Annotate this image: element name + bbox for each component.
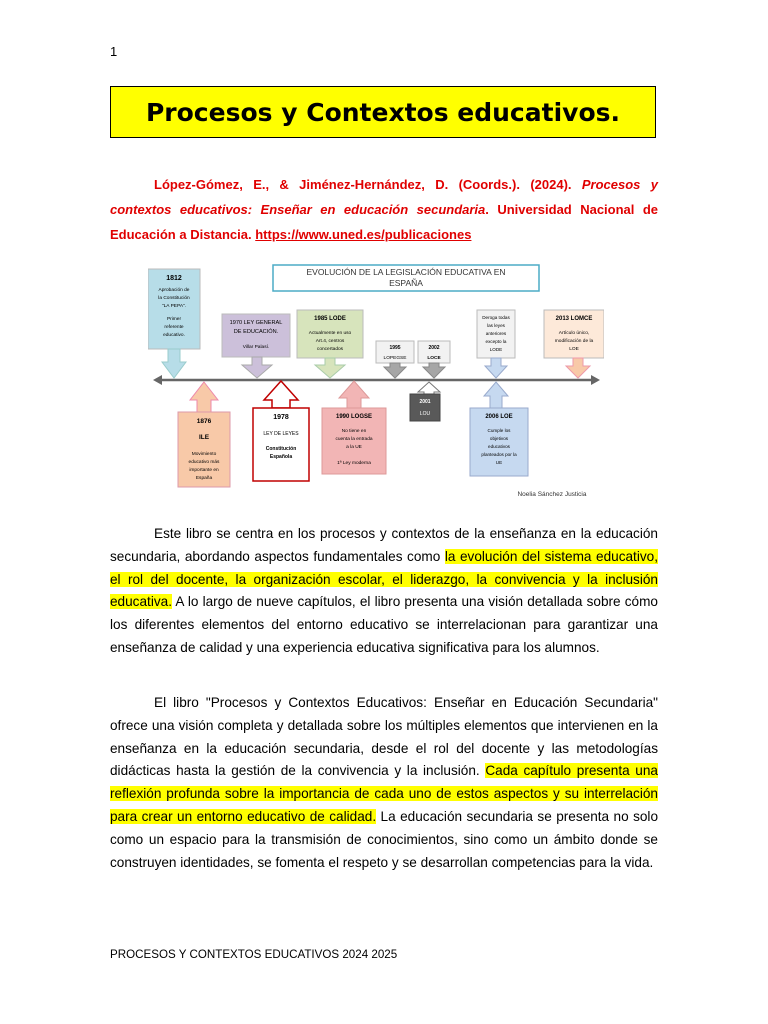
item-2006-line8: educativos [488, 444, 510, 449]
item-2006-line1: las leyes [487, 323, 505, 328]
citation [110, 172, 658, 247]
item-1812-line6: educativo. [163, 333, 185, 338]
legislation-timeline [148, 262, 604, 502]
paragraph-1-highlight: la evolución del sistema educativo, el rol del docente, la organización escolar, el liderazgo, la convivencia y la inclusión educativa. [110, 548, 658, 610]
item-2006-line0: Deroga todas [482, 315, 510, 320]
paragraph-1 [110, 523, 658, 660]
item-2013-line0: 2013 LOMCE [555, 316, 593, 322]
item-1970-line0: 1970 LEY GENERAL [229, 320, 283, 326]
item-1970-line1: DE EDUCACIÓN. [233, 329, 279, 335]
item-1985-line2: Art.4, centros [315, 339, 345, 344]
timeline-title-line1: EVOLUCIÓN DE LA LEGISLACIÓN EDUCATIVA EN [306, 267, 506, 277]
item-1995-line0: 1995 [389, 345, 401, 351]
item-2006-line3: excepto la [485, 339, 507, 344]
timeline-item-2013 [544, 310, 604, 378]
item-1985-line1: Actualmente en uso [308, 331, 352, 336]
paragraph-2 [110, 692, 658, 874]
item-2002-line0: 2002 [428, 345, 440, 351]
timeline-axis-arrow-left [153, 375, 162, 385]
paragraph-2-highlight: Cada capítulo presenta una reflexión profunda sobre la importancia de cada uno de estos aspectos y su interrelación para crear un entorno educativo de calidad. [110, 763, 658, 824]
item-1970-line2: Villar Palasí. [242, 345, 270, 350]
item-1812-line3: "LA PEPA". [161, 304, 187, 309]
title-box [110, 86, 656, 138]
citation-book-title: Procesos y contextos educativos: Enseñar en educación secundaria [110, 177, 658, 217]
item-1812-line0: 1812 [166, 275, 182, 282]
item-1990-line3: a la UE [346, 445, 362, 450]
item-1812-line4: Primer [166, 317, 182, 322]
item-1876-line3: educativo más [188, 460, 220, 465]
timeline-axis-arrow-right [591, 375, 600, 385]
timeline-item-1812 [148, 269, 200, 378]
timeline-item-2001 [410, 382, 440, 421]
item-2006-line6: Cumple los [487, 428, 511, 433]
item-1876-line2: Movimiento [191, 452, 217, 457]
item-1990-line4: 1ª Ley moderna [337, 461, 371, 466]
paragraph-1-part2: A lo largo de nueve capítulos, el libro presenta una visión detallada sobre cómo los diferentes elementos del entorno educativo se interrelacionan para garantizar una enseñanza de calidad y una experiencia educativa significativa para los alumnos. [110, 594, 658, 655]
item-1876-line1: ILE [198, 434, 210, 441]
item-2013-line1: Artículo único, [558, 331, 590, 336]
page-footer: PROCESOS Y CONTEXTOS EDUCATIVOS 2024 2025 [110, 948, 398, 961]
page-number: 1 [110, 44, 118, 59]
citation-authors: López-Gómez, E., & Jiménez-Hernández, D. (Coords.). (2024). [154, 177, 572, 192]
item-2006-line2: anteriores [485, 331, 507, 336]
item-2006-line4: LODE [489, 347, 503, 352]
item-1985-line0: 1985 LODE [314, 316, 346, 322]
item-2006-line9: planteados por la [481, 452, 517, 457]
timeline-item-1985 [297, 310, 363, 378]
item-1812-line5: referente [164, 325, 184, 330]
item-2001-line0: 2001 [419, 399, 431, 405]
item-1978-line2: Constitución [265, 446, 297, 452]
item-1995-line1: LOPEGSE [383, 356, 407, 361]
item-2006-line10: UE [495, 460, 503, 465]
timeline-item-1876 [178, 382, 230, 487]
timeline-title-line2: ESPAÑA [389, 278, 423, 288]
document-title: Procesos y Contextos educativos. [145, 97, 620, 127]
item-1985-line3: concertados [316, 347, 344, 352]
item-1876-line5: España [195, 476, 213, 481]
paragraph-2-part1: El libro "Procesos y Contextos Educativos: Enseñar en Educación Secundaria" ofrece una visión completa y detallada sobre los múltiples elementos que intervienen en la enseñanza en la educación secundaria, desde el rol del docente y las metodologías didácticas hasta la gestión de la convivencia y la inclusión. [110, 695, 658, 779]
item-1978-line1: LEY DE LEYES [263, 431, 299, 437]
item-1978-line0: 1978 [273, 414, 289, 421]
item-1990-line1: No tiene en [341, 429, 367, 434]
item-2013-line2: modificación de la [554, 339, 594, 344]
item-1978-line3: Española [269, 454, 293, 460]
timeline-item-1978 [253, 381, 309, 481]
item-2002-line1: LOCE [427, 356, 441, 361]
item-2006-line7: objetivos [489, 436, 509, 441]
timeline-item-1990 [322, 381, 386, 474]
item-2001-line1: LOU [419, 411, 431, 417]
item-2006-line5: 2006 LOE [485, 414, 513, 420]
timeline-item-2006 [470, 310, 528, 476]
timeline-item-1995 [376, 341, 414, 378]
item-1876-line4: importante en [189, 468, 219, 473]
timeline-credit: Noelia Sánchez Justicia [517, 491, 587, 498]
item-1812-line1: Aprobación de [158, 288, 190, 293]
citation-url-link[interactable]: https://www.uned.es/publicaciones [255, 227, 472, 242]
timeline-item-2002 [418, 341, 450, 378]
paragraph-1-part1: Este libro se centra en los procesos y contextos de la enseñanza en la educación secundaria, abordando aspectos fundamentales como [110, 526, 658, 564]
paragraph-2-part2: La educación secundaria se presenta no solo como un espacio para la transmisión de conocimientos, sino como un ámbito donde se construyen identidades, se fomenta el respeto y se desarrollan competencias para la vida. [110, 808, 659, 870]
item-1876-line0: 1876 [196, 418, 212, 425]
item-1990-line2: cuenta la entrada [335, 437, 373, 442]
item-1812-line2: la Constitución [158, 296, 190, 301]
timeline-item-1970 [222, 314, 290, 378]
item-1990-line0: 1990 LOGSE [335, 414, 373, 420]
item-2013-line3: LOE [569, 347, 579, 352]
citation-publisher: . Universidad Nacional de Educación a Distancia. [110, 202, 658, 242]
